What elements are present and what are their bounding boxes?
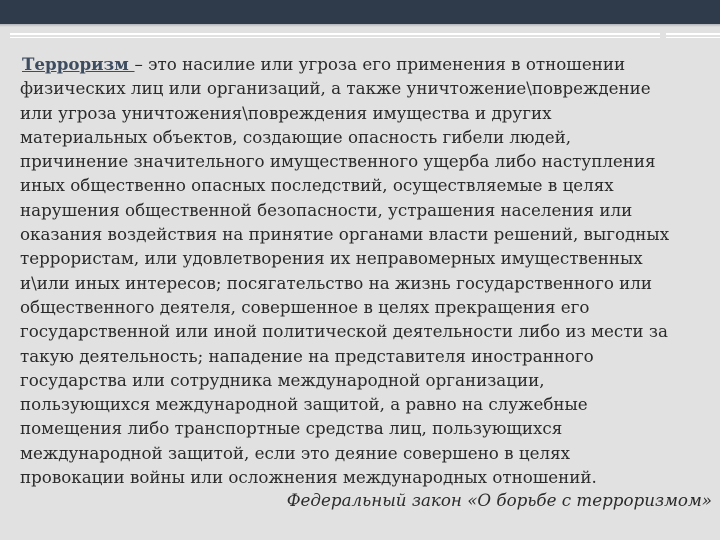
source-citation: Федеральный закон «О борьбе с терроризмом» [286, 490, 712, 510]
decorative-rule [666, 33, 720, 35]
header-shadow [0, 24, 720, 27]
decorative-rule [10, 37, 660, 38]
definition-line: иных общественно опасных последствий, осуществляемые в целях [20, 175, 614, 196]
definition-line: государственной или иной политической деятельности либо из мести за [20, 321, 668, 342]
definition-line: общественного деятеля, совершенное в целях прекращения его [20, 296, 590, 317]
definition-line: причинение значительного имущественного ущерба либо наступления [20, 151, 656, 172]
header-bar [0, 0, 720, 24]
defined-term: Терроризм [22, 54, 135, 74]
definition-lead: – это насилие или угроза его применения в отношении [134, 54, 626, 74]
definition-line: и\или иных интересов; посягательство на жизнь государственного или [20, 272, 653, 293]
definition-line: такую деятельность; нападение на представителя иностранного [20, 345, 594, 366]
definition-line: пользующихся международной защитой, а равно на служебные [20, 394, 588, 415]
definition-line: провокации войны или осложнения международных отношений. [20, 467, 597, 488]
definition-line: физических лиц или организаций, а также уничтожение\повреждение [20, 78, 651, 99]
definition-line: международной защитой, если это деяние совершено в целях [20, 442, 571, 463]
definition-line: государства или сотрудника международной организации, [20, 369, 545, 390]
definition-line: помещения либо транспортные средства лиц, пользующихся [20, 418, 563, 439]
decorative-rule [10, 33, 660, 35]
definition-line: нарушения общественной безопасности, устрашения населения или [20, 199, 633, 220]
decorative-rule [666, 37, 720, 38]
definition-line: или угроза уничтожения\повреждения имущества и других [20, 102, 552, 123]
definition-line: террористам, или удовлетворения их неправомерных имущественных [20, 248, 643, 269]
definition-line: оказания воздействия на принятие органами власти решений, выгодных [20, 224, 670, 245]
definition-text [20, 52, 712, 489]
definition-line: материальных объектов, создающие опасность гибели людей, [20, 126, 572, 147]
definition-line [20, 52, 712, 76]
